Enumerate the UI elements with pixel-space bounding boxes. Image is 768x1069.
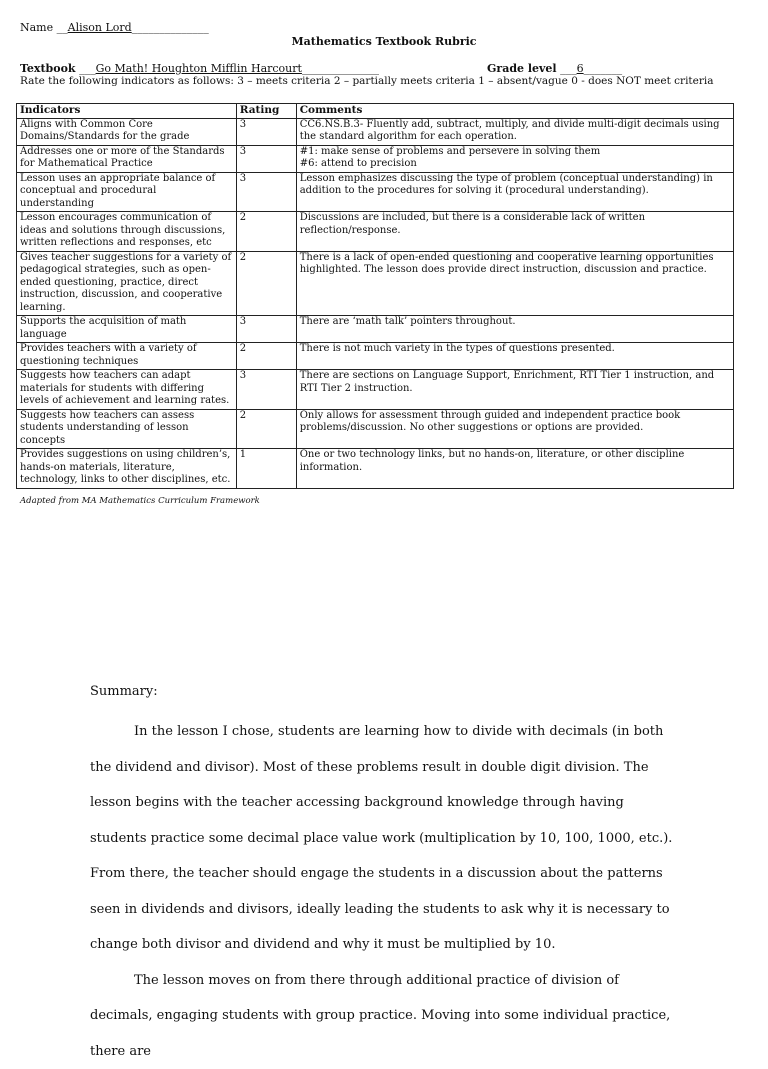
indicator-cell: Lesson uses an appropriate balance of conceptual and procedural understanding (17, 172, 237, 212)
table-row (17, 370, 734, 410)
rating-cell: 3 (236, 316, 296, 343)
table-header-row (17, 104, 734, 119)
name-line: Name __Alison Lord______________ (20, 21, 209, 34)
indicator-cell: Suggests how teachers can assess students understanding of lesson concepts (17, 409, 237, 449)
name-label: Name (20, 21, 53, 34)
comment-cell: Discussions are included, but there is a considerable lack of written reflection/response. (296, 212, 733, 252)
table-row (17, 172, 734, 212)
rating-cell: 1 (236, 449, 296, 489)
summary-paragraph: The lesson moves on from there through additional practice of division of decimals, engaging students with group practice. Moving into some individual practice, there are (90, 963, 680, 1069)
rating-cell: 2 (236, 251, 296, 316)
comment-cell: #1: make sense of problems and persevere in solving them #6: attend to precision (296, 145, 733, 172)
comment-cell: Only allows for assessment through guided and independent practice book problems/discussion. No other suggestions or options are provided. (296, 409, 733, 449)
rating-cell: 2 (236, 409, 296, 449)
rating-scale: Rate the following indicators as follows: 3 – meets criteria 2 – partially meets criteria 1 – absent/vague 0 - does NOT meet criteria (20, 75, 714, 87)
grade-line: Grade level ___6_______ (487, 62, 622, 75)
rating-cell: 2 (236, 212, 296, 252)
comment-cell: CC6.NS.B.3- Fluently add, subtract, multiply, and divide multi-digit decimals using the standard algorithm for each operation. (296, 118, 733, 145)
table-row (17, 118, 734, 145)
table-row (17, 449, 734, 489)
indicator-cell: Addresses one or more of the Standards for Mathematical Practice (17, 145, 237, 172)
comment-cell: There are sections on Language Support, Enrichment, RTI Tier 1 instruction, and RTI Tier 2 instruction. (296, 370, 733, 410)
summary-heading: Summary: (90, 684, 158, 699)
comment-cell: One or two technology links, but no hands-on, literature, or other discipline information. (296, 449, 733, 489)
column-header-comments: Comments (296, 104, 733, 119)
rating-cell: 2 (236, 343, 296, 370)
rubric-table (16, 103, 734, 489)
rating-cell: 3 (236, 370, 296, 410)
comment-cell: There is a lack of open-ended questioning and cooperative learning opportunities highlighted. The lesson does provide direct instruction, discussion and practice. (296, 251, 733, 316)
table-row (17, 145, 734, 172)
grade-value: 6 (577, 62, 584, 75)
indicator-cell: Lesson encourages communication of ideas and solutions through discussions, written reflections and responses, etc (17, 212, 237, 252)
name-value: Alison Lord (68, 21, 132, 34)
textbook-value: Go Math! Houghton Mifflin Harcourt (96, 62, 302, 75)
table-row (17, 409, 734, 449)
textbook-label: Textbook (20, 62, 76, 75)
indicator-cell: Gives teacher suggestions for a variety of pedagogical strategies, such as open-ended questioning, practice, direct instruction, discussion, and cooperative learning. (17, 251, 237, 316)
document-title: Mathematics Textbook Rubric (0, 35, 768, 48)
table-row (17, 343, 734, 370)
rating-cell: 3 (236, 172, 296, 212)
rating-cell: 3 (236, 145, 296, 172)
indicator-cell: Suggests how teachers can adapt materials for students with differing levels of achievement and learning rates. (17, 370, 237, 410)
indicator-cell: Provides teachers with a variety of questioning techniques (17, 343, 237, 370)
table-row (17, 316, 734, 343)
table-row (17, 251, 734, 316)
summary-paragraph: In the lesson I chose, students are learning how to divide with decimals (in both the dividend and divisor). Most of these problems result in double digit division. The lesson begins with the teacher accessing background knowledge through having students practice some decimal place value work (multiplication by 10, 100, 1000, etc.). From there, the teacher should engage the students in a discussion about the patterns seen in dividends and divisors, ideally leading the students to ask why it is necessary to change both divisor and dividend and why it must be multiplied by 10. (90, 714, 680, 963)
indicator-cell: Supports the acquisition of math language (17, 316, 237, 343)
comment-cell: There are ‘math talk’ pointers throughout. (296, 316, 733, 343)
comment-cell: Lesson emphasizes discussing the type of problem (conceptual understanding) in addition to the procedures for solving it (procedural understanding). (296, 172, 733, 212)
indicator-cell: Aligns with Common Core Domains/Standards for the grade (17, 118, 237, 145)
table-row (17, 212, 734, 252)
indicator-cell: Provides suggestions on using children’s, hands-on materials, literature, technology, links to other disciplines, etc. (17, 449, 237, 489)
textbook-line: Textbook ___Go Math! Houghton Mifflin Harcourt______________ (20, 62, 379, 75)
column-header-rating: Rating (236, 104, 296, 119)
grade-label: Grade level (487, 62, 557, 75)
source-footnote: Adapted from MA Mathematics Curriculum Framework (20, 496, 260, 506)
comment-cell: There is not much variety in the types of questions presented. (296, 343, 733, 370)
rating-cell: 3 (236, 118, 296, 145)
summary-body (90, 714, 680, 1069)
column-header-indicators: Indicators (17, 104, 237, 119)
